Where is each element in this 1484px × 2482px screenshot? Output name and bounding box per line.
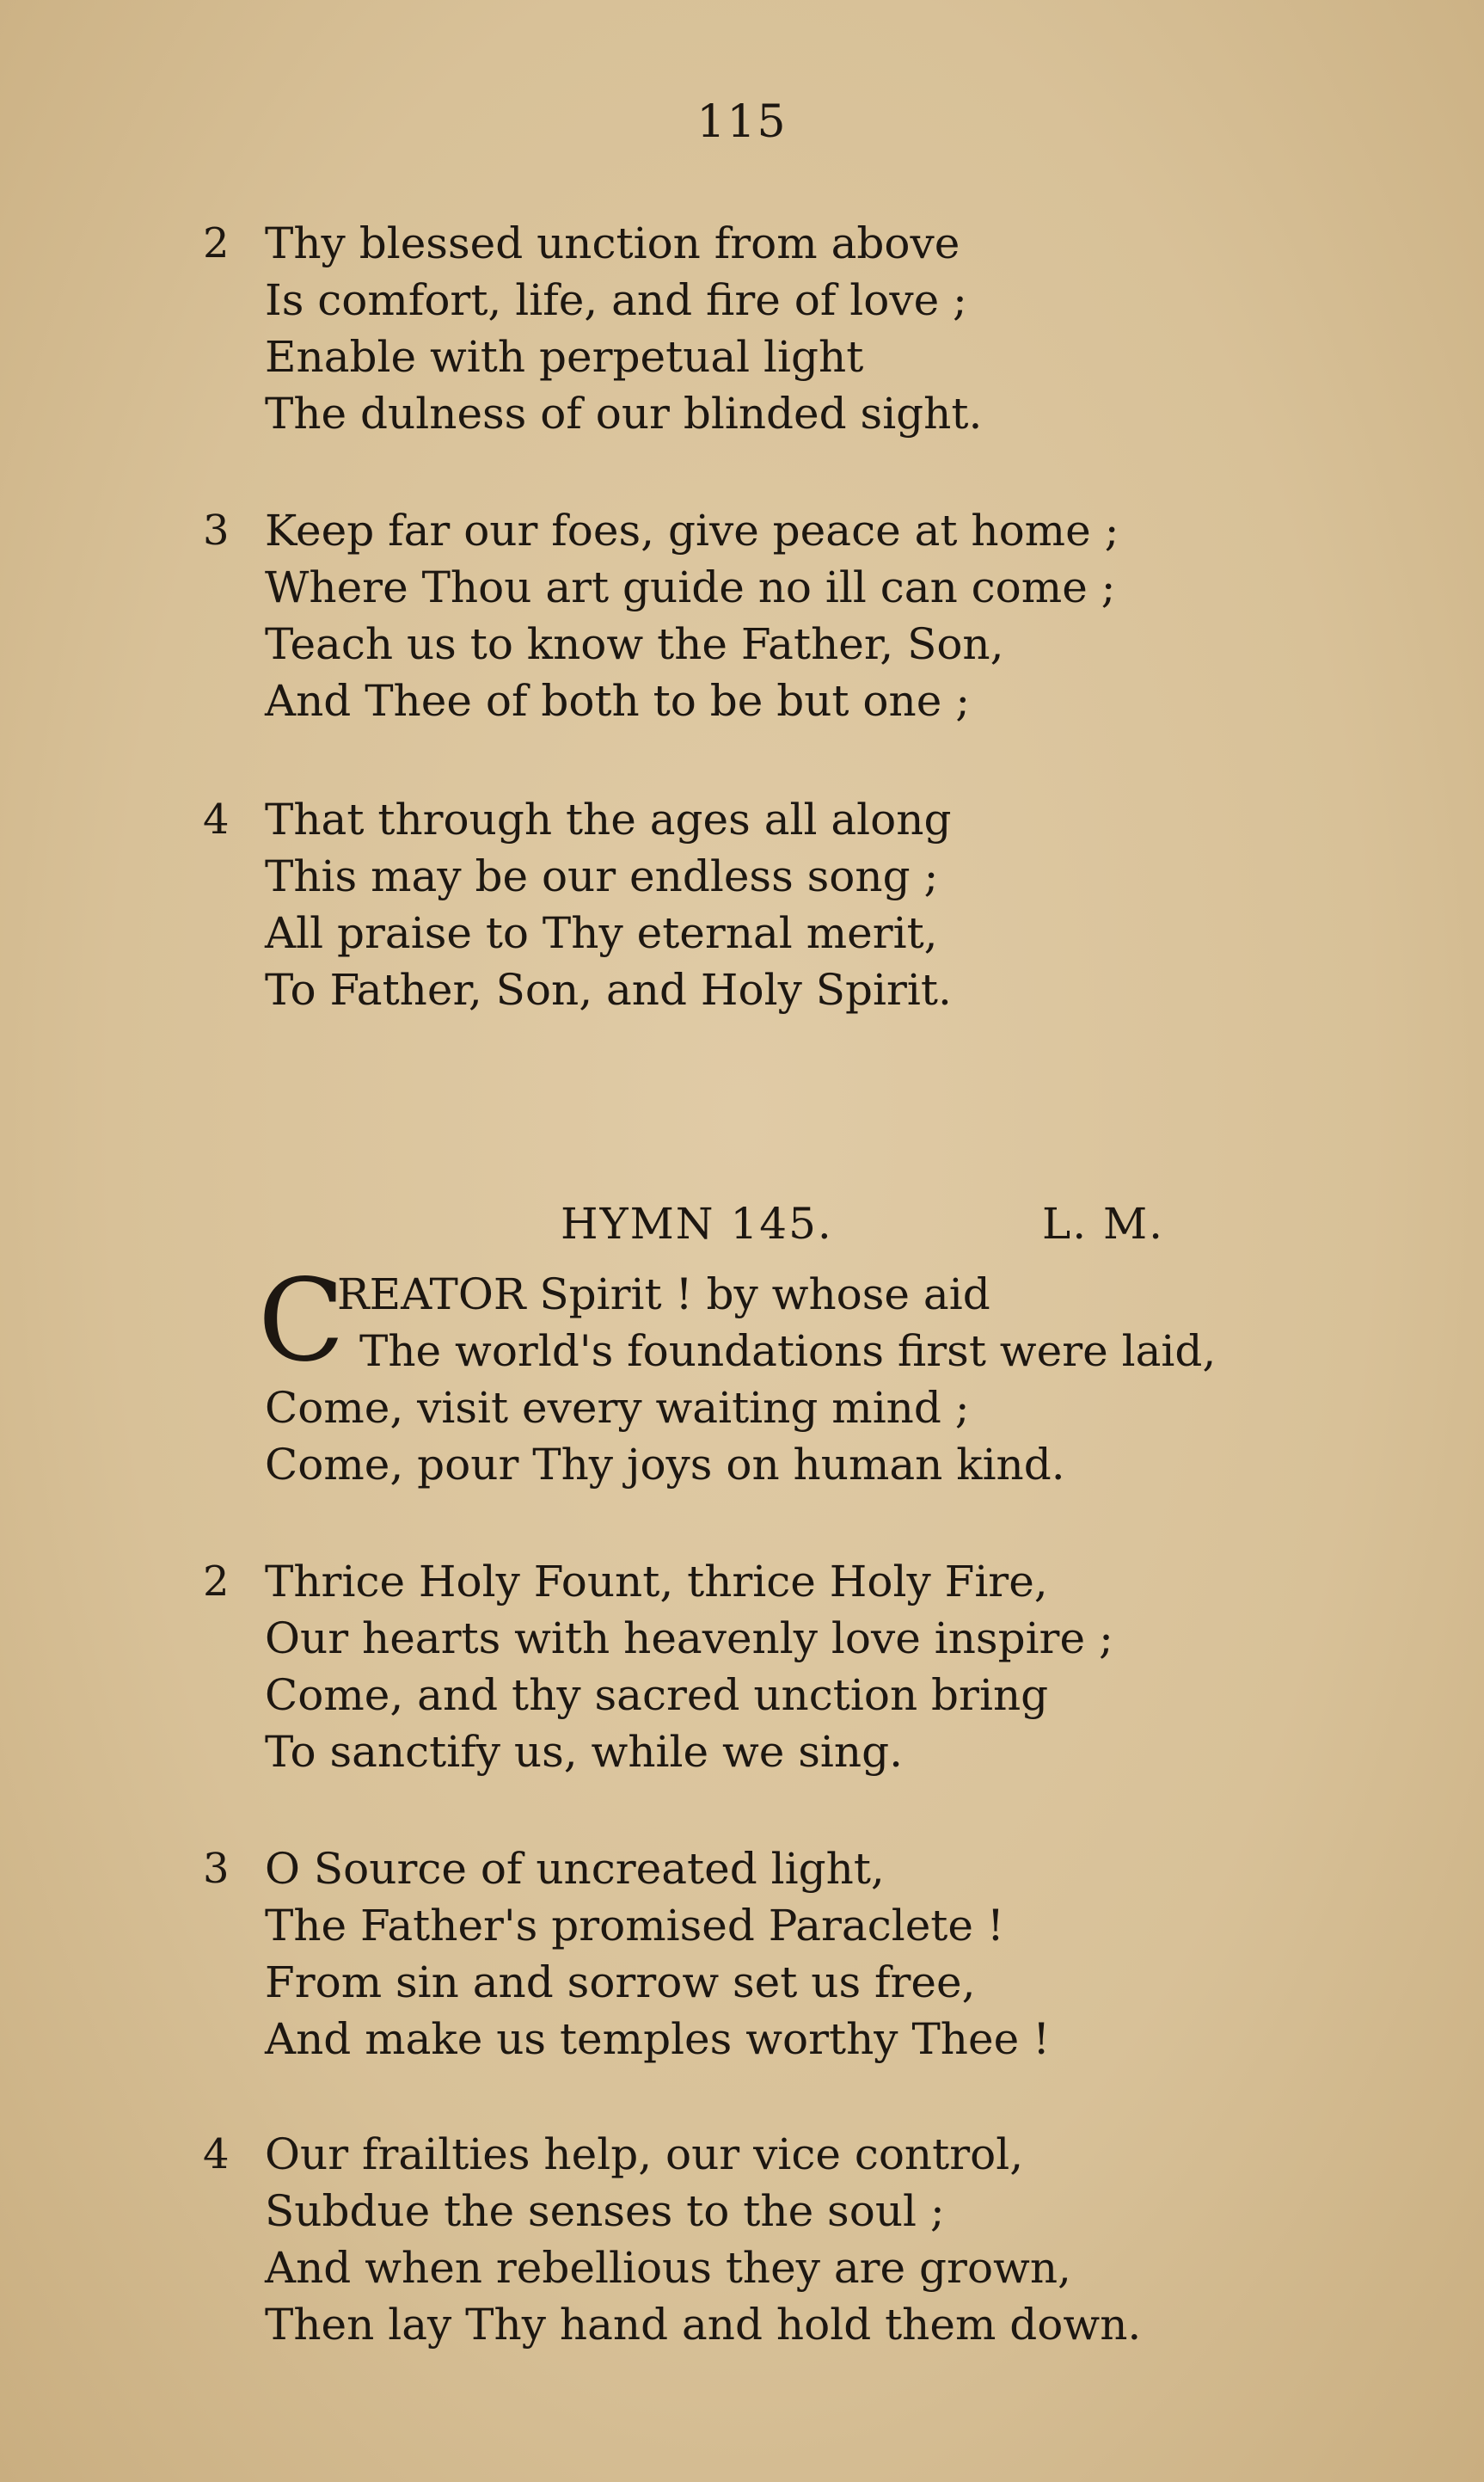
hymn-title: HYMN 145.	[561, 1199, 833, 1249]
verse-line: To sanctify us, while we sing.	[265, 1727, 904, 1777]
verse-line: All praise to Thy eternal merit,	[265, 908, 938, 958]
verse-line: Our frailties help, our vice control,	[265, 2129, 1024, 2179]
drop-cap: C	[258, 1255, 345, 1387]
verse-line: Subdue the senses to the soul ;	[265, 2186, 945, 2236]
verse-line: Teach us to know the Father, Son,	[265, 619, 1004, 669]
stanza-number: 3	[203, 507, 230, 555]
verse-line: Thrice Holy Fount, thrice Holy Fire,	[265, 1557, 1048, 1607]
verse-line: Come, pour Thy joys on human kind.	[265, 1440, 1065, 1490]
verse-line: The world's foundations first were laid,	[359, 1326, 1217, 1376]
verse-line: O Source of uncreated light,	[265, 1844, 885, 1894]
verse-line: Then lay Thy hand and hold them down.	[265, 2300, 1142, 2350]
verse-line: And when rebellious they are grown,	[265, 2243, 1071, 2293]
verse-line: Our hearts with heavenly love inspire ;	[265, 1613, 1113, 1663]
hymn-heading	[0, 1195, 1484, 1252]
verse-line: Where Thou art guide no ill can come ;	[265, 562, 1116, 612]
verse-line: Come, visit every waiting mind ;	[265, 1383, 970, 1433]
verse-line: That through the ages all along	[265, 795, 952, 845]
stanza-number: 2	[203, 1557, 230, 1606]
verse-line: And make us temples worthy Thee !	[265, 2014, 1051, 2064]
verse-line: This may be our endless song ;	[265, 851, 939, 901]
stanza-number: 3	[203, 1845, 230, 1893]
stanza-number: 4	[203, 796, 230, 844]
page-number: 115	[696, 96, 788, 148]
verse-line: To Father, Son, and Holy Spirit.	[265, 965, 952, 1015]
verse-line: Keep far our foes, give peace at home ;	[265, 506, 1119, 556]
verse-line: And Thee of both to be but one ;	[265, 676, 971, 726]
verse-line: From sin and sorrow set us free,	[265, 1957, 976, 2007]
verse-line: Come, and thy sacred unction bring	[265, 1670, 1049, 1720]
verse-line: Thy blessed unction from above	[265, 218, 960, 268]
verse-line: Is comfort, life, and fire of love ;	[265, 275, 967, 325]
hymn-meter: L. M.	[1042, 1199, 1165, 1249]
stanza-number: 4	[203, 2130, 230, 2178]
verse-line: Enable with perpetual light	[265, 332, 864, 382]
stanza-number: 2	[203, 219, 230, 267]
verse-line: REATOR Spirit ! by whose aid	[337, 1269, 990, 1319]
verse-line: The dulness of our blinded sight.	[265, 389, 983, 439]
verse-line: The Father's promised Paraclete !	[265, 1901, 1004, 1951]
